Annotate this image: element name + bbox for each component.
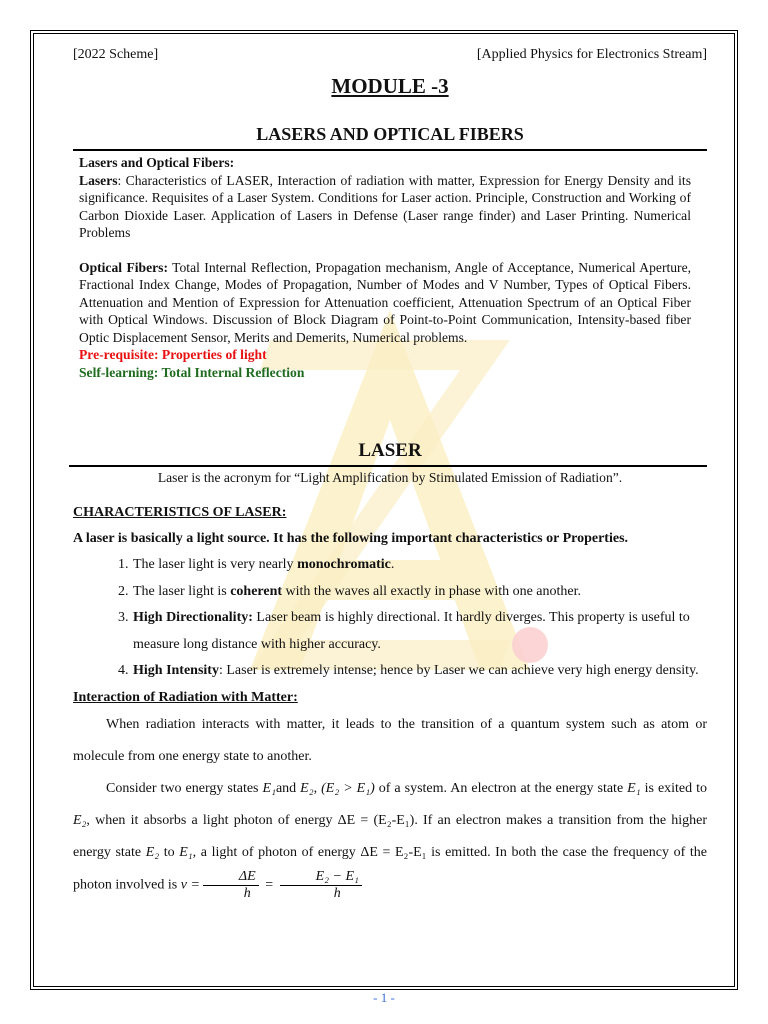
page-content — [73, 44, 708, 901]
running-header — [73, 44, 707, 66]
page-number: - 1 - — [373, 990, 395, 1005]
equation-fraction-1: $\frac{\Delta E}{h}$ — [203, 869, 259, 902]
equation-nu: ν = — [180, 877, 200, 893]
characteristics-lead: A laser is basically a light source. It has the following important characteristics or Properties. — [73, 531, 629, 546]
section-heading-laser: LASER — [358, 440, 422, 461]
characteristics-list — [73, 552, 707, 685]
header-subject: [Applied Physics for Electronics Stream] — [476, 47, 707, 62]
header-scheme: [2022 Scheme] — [73, 47, 159, 62]
list-item: 3. High Directionality: Laser beam is highly directional. It hardly diverges. This property is useful to measure long distance with higher accuracy. — [118, 610, 690, 652]
syllabus-block — [79, 154, 691, 381]
interaction-paragraph-2: Consider two energy states E₁and E₂, (E₂ > E₁) of a system. An electron at the energy state E₁ is exited to E₂, when it absorbs a light photon of energy ΔE = (E₂-E₁). If an electron makes a transition from the higher energy state E₂ to E₁, a light of photon of energy ΔE = E₂-E₁ is emitted. In both the case the frequency of the photon involved is ν = $\frac{\Delta E}{h}$ = $\frac{\text{E₂ − E₁}}{h}$ — [73, 780, 708, 901]
laser-acronym: Laser is the acronym for “Light Amplification by Stimulated Emission of Radiation”. — [157, 470, 623, 485]
characteristics-heading: CHARACTERISTICS OF LASER: — [73, 505, 287, 520]
laser-rule — [69, 465, 707, 467]
self-learning-note: Self-learning: Total Internal Reflection — [79, 364, 305, 380]
syllabus-heading: Lasers and Optical Fibers: — [79, 155, 235, 170]
interaction-paragraph-1: When radiation interacts with matter, it leads to the transition of a quantum system such as atom or molecule from one energy state to another. — [73, 716, 707, 764]
title-rule — [73, 149, 707, 151]
syllabus-fibers: Optical Fibers: Total Internal Reflection, Propagation mechanism, Angle of Acceptance, Numerical Aperture, Fractional Index Change, Modes of Propagation, Number of Modes and V Number, Types of Optical Fibers. Attenuation and Mention of Expression for Attenuation coefficient, Attenuation Spectrum of an Optical Fiber with Optical Windows. Discussion of Block Diagram of Point-to-Point Communication, Intensity-based fiber Optic Displacement Sensor, Merits and Demerits, Numerical problems. — [79, 259, 692, 345]
main-body — [73, 502, 707, 902]
module-title: MODULE -3 — [331, 74, 449, 98]
interaction-heading: Interaction of Radiation with Matter: — [73, 689, 298, 705]
chapter-title: LASERS AND OPTICAL FIBERS — [256, 124, 524, 144]
list-item: 1. The laser light is very nearly monochromatic. — [118, 557, 395, 572]
list-item: 4. High Intensity: Laser is extremely intense; hence by Laser we can achieve very high energy density. — [118, 663, 699, 678]
syllabus-lasers: Lasers: Characteristics of LASER, Interaction of radiation with matter, Expression for Energy Density and its significance. Requisites of a Laser System. Conditions for Laser action. Principle, Construction and Working of Carbon Dioxide Laser. Application of Lasers in Defense (Laser range finder) and Laser Printing. Numerical Problems — [79, 172, 691, 240]
prerequisite-note: Pre-requisite: Properties of light — [79, 347, 267, 362]
list-item: 2. The laser light is coherent with the waves all exactly in phase with one another. — [118, 583, 582, 599]
equation-fraction-2: $\frac{\text{E₂ − E₁}}{h}$ — [280, 869, 362, 902]
